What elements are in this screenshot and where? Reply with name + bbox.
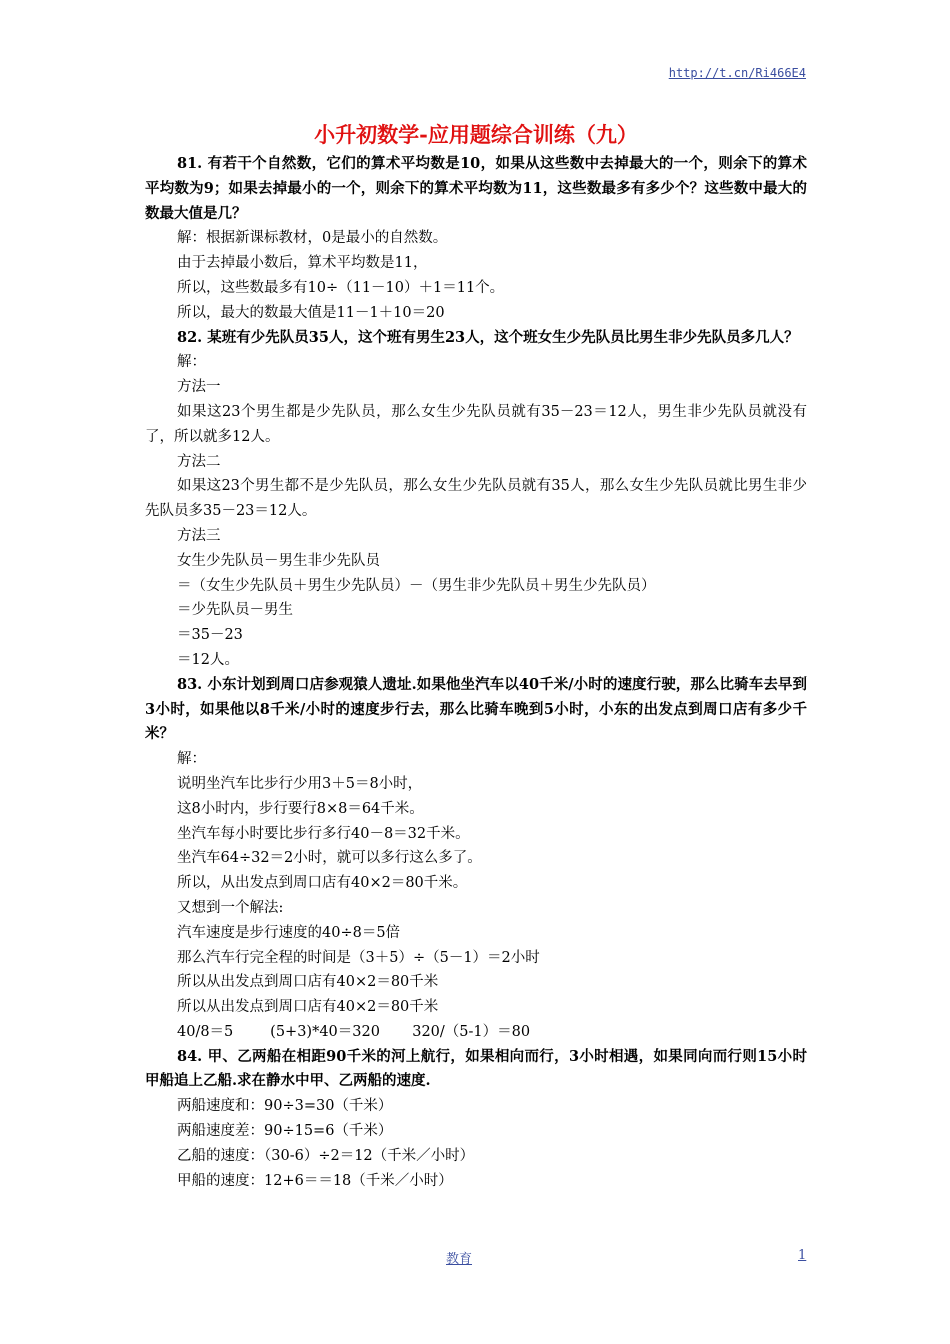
method-label: 方法二 [177,453,221,470]
answer-line: 那么汽车行完全程的时间是（3＋5）÷（5－1）＝2小时 [177,949,540,966]
answer-line: 两船速度和：90÷3=30（千米） [177,1098,393,1115]
answer-line: ＝12人。 [177,651,239,668]
answer-line: 由于去掉最小数后，算术平均数是11， [177,255,428,272]
answer-line: 这8小时内，步行要行8×8＝64千米。 [177,800,424,817]
answer-line: 40/8＝5 (5+3)*40＝320 320/（5-1）＝80 [177,1023,531,1040]
answer-line: 说明坐汽车比步行少用3＋5＝8小时， [177,775,423,792]
answer-line: 所以从出发点到周口店有40×2＝80千米 [177,974,439,991]
answer-paragraph: 如果这23个男生都是少先队员，那么女生少先队员就有35－23＝12人，男生非少先队员就没有了，所以就多12人。 [145,403,807,445]
answer-paragraph: 如果这23个男生都不是少先队员，那么女生少先队员就有35人，那么女生少先队员就比男生非少先队员多35－23＝12人。 [145,478,807,520]
answer-line: ＝（女生少先队员＋男生少先队员）－（男生非少先队员＋男生少先队员） [177,577,656,594]
answer-line: 汽车速度是步行速度的40÷8＝5倍 [177,924,401,941]
method-label: 方法一 [177,379,221,396]
answer-line: 坐汽车每小时要比步行多行40－8＝32千米。 [177,825,470,842]
question-82: 82. 某班有少先队员35人，这个班有男生23人，这个班女生少先队员比男生非少先队员多几人？ [177,328,799,346]
question-83: 83. 小东计划到周口店参观猿人遗址.如果他坐汽车以40千米/小时的速度行驶，那么比骑车去早到3小时，如果他以8千米/小时的速度步行去，那么比骑车晚到5小时，小东的出发点到周口店有多少千米？ [145,675,807,743]
answer-line: 女生少先队员－男生非少先队员 [177,552,380,569]
answer-line: 坐汽车64÷32＝2小时，就可以多行这么多了。 [177,850,482,867]
footer-link[interactable]: 教育 [446,1252,473,1267]
answer-line: 解： [177,354,206,371]
answer-line: ＝35－23 [177,627,243,644]
answer-line: ＝少先队员－男生 [177,602,293,619]
answer-line: 所以，最大的数最大值是11－1＋10＝20 [177,304,445,321]
question-81: 81. 有若干个自然数，它们的算术平均数是10，如果从这些数中去掉最大的一个，则余下的算术平均数为9；如果去掉最小的一个，则余下的算术平均数为11，这些数最多有多少个？这些数中最大的数最大值是几？ [145,155,807,222]
answer-line: 所以，这些数最多有10÷（11－10）＋1＝11个。 [177,279,505,296]
answer-line: 甲船的速度：12+6＝＝18（千米／小时） [177,1172,453,1189]
answer-line: 所以从出发点到周口店有40×2＝80千米 [177,999,439,1016]
header-link[interactable]: http://t.cn/Ri466E4 [668,66,806,80]
page-title: 小升初数学-应用题综合训练（九） [314,122,638,147]
answer-line: 所以，从出发点到周口店有40×2＝80千米。 [177,875,468,892]
answer-line: 两船速度差：90÷15=6（千米） [177,1123,393,1140]
answer-line: 乙船的速度：（30-6）÷2＝12（千米／小时） [177,1147,475,1164]
answer-line: 解：根据新课标教材，0是最小的自然数。 [177,230,448,247]
page-number[interactable]: 1 [798,1248,807,1263]
answer-line: 又想到一个解法: [177,899,284,916]
document-body [145,120,807,1193]
method-label: 方法三 [177,527,221,544]
answer-line: 解： [177,751,206,768]
question-84: 84. 甲、乙两船在相距90千米的河上航行，如果相向而行，3小时相遇，如果同向而行则15小时甲船追上乙船.求在静水中甲、乙两船的速度. [145,1047,807,1090]
